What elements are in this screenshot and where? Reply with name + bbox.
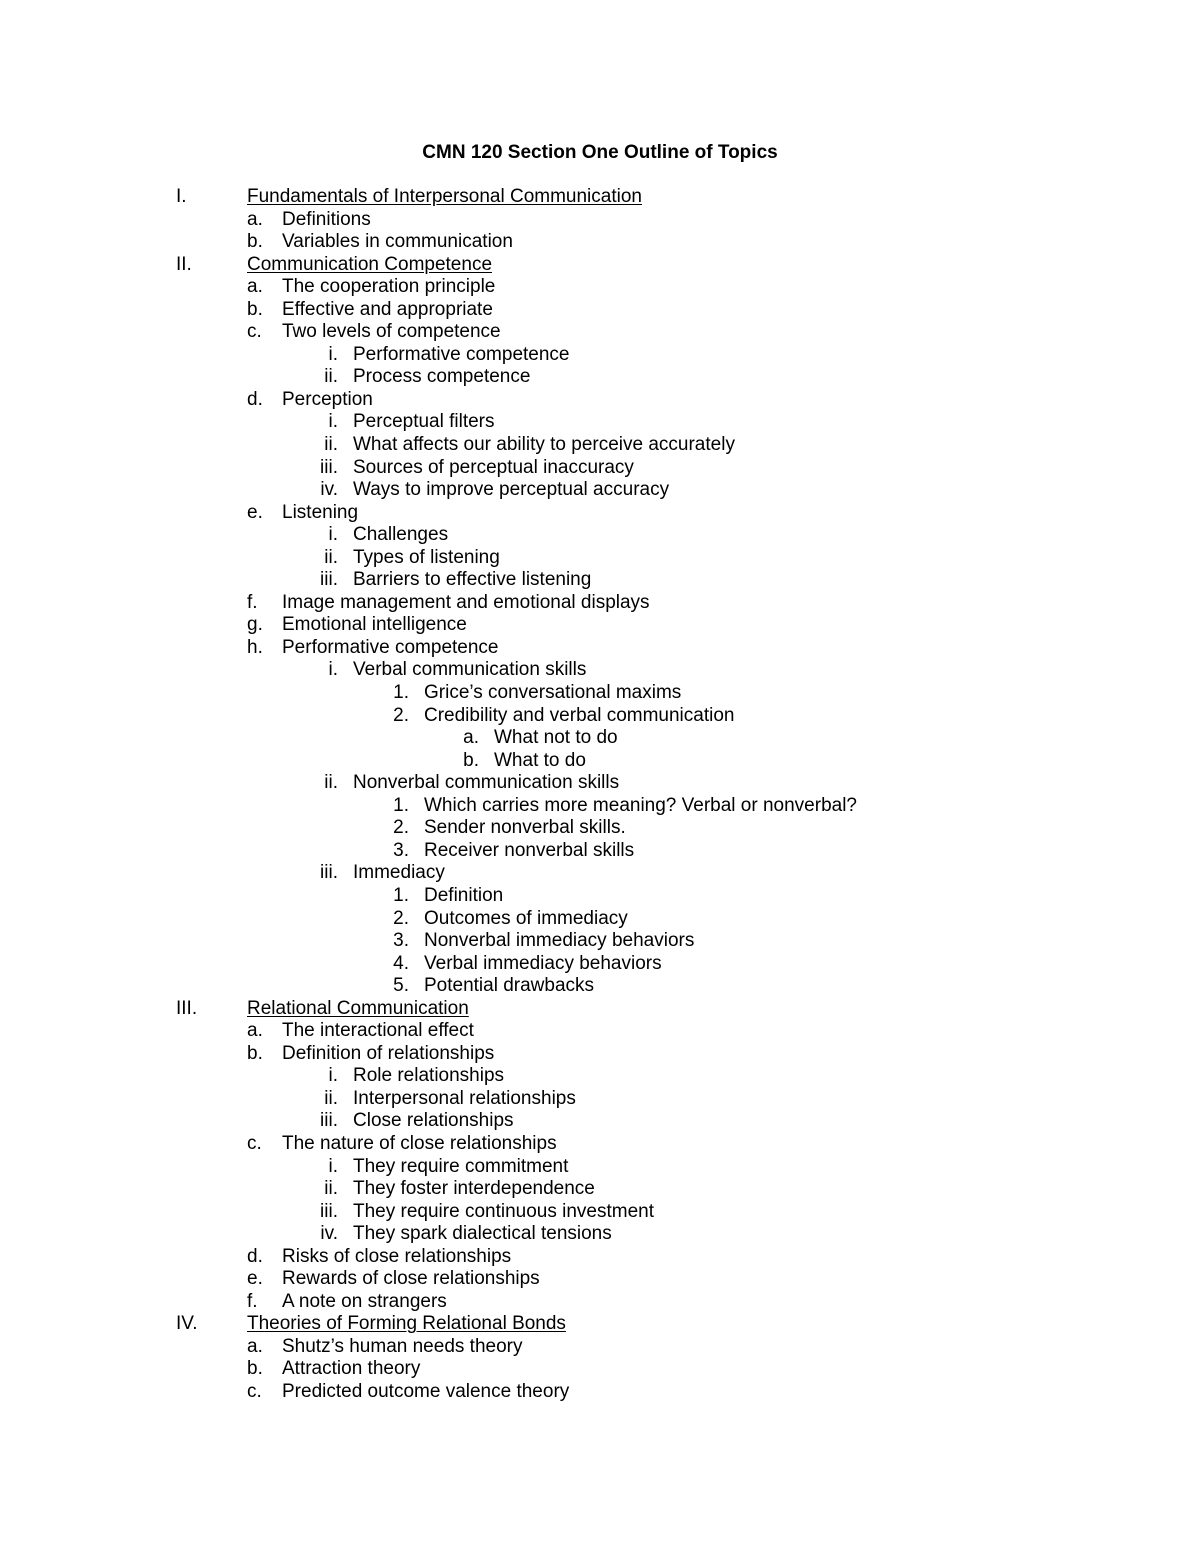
section-heading-text: Communication Competence <box>247 253 493 275</box>
outline-marker: i. <box>328 343 338 365</box>
outline-item-text: What not to do <box>494 727 618 749</box>
outline-marker: d. <box>247 388 263 410</box>
outline-marker: b. <box>247 298 263 320</box>
outline-item <box>0 434 1200 457</box>
outline-item <box>0 1246 1200 1269</box>
outline-item-text: Image management and emotional displays <box>282 591 650 613</box>
outline-marker: ii. <box>324 772 338 794</box>
outline-marker: ii. <box>324 1087 338 1109</box>
outline-marker: e. <box>247 1268 263 1290</box>
outline-item-text: Nonverbal immediacy behaviors <box>424 930 695 952</box>
outline-section-heading <box>0 1313 1200 1336</box>
outline-item <box>0 1178 1200 1201</box>
outline-marker: i. <box>328 1065 338 1087</box>
outline-item <box>0 1223 1200 1246</box>
outline-marker: 2. <box>393 817 409 839</box>
outline-item-text: They spark dialectical tensions <box>353 1223 612 1245</box>
outline-item <box>0 1156 1200 1179</box>
outline-item-text: The interactional effect <box>282 1020 474 1042</box>
outline-item <box>0 1088 1200 1111</box>
outline-marker: ii. <box>324 546 338 568</box>
outline-item-text: Attraction theory <box>282 1358 421 1380</box>
outline-item <box>0 276 1200 299</box>
outline-marker: III. <box>176 997 198 1019</box>
outline-marker: c. <box>247 321 262 343</box>
outline-item <box>0 569 1200 592</box>
outline-item-text: Types of listening <box>353 546 500 568</box>
outline-marker: d. <box>247 1245 263 1267</box>
outline-marker: b. <box>247 1358 263 1380</box>
outline-marker: h. <box>247 636 263 658</box>
outline-item-text: Emotional intelligence <box>282 614 467 636</box>
outline-marker: b. <box>247 231 263 253</box>
outline-marker: a. <box>247 1335 263 1357</box>
outline-item <box>0 637 1200 660</box>
outline-item-text: Definitions <box>282 208 371 230</box>
outline-item-text: Verbal communication skills <box>353 659 587 681</box>
outline-item <box>0 705 1200 728</box>
outline-item <box>0 840 1200 863</box>
outline-item <box>0 1268 1200 1291</box>
outline-item <box>0 1065 1200 1088</box>
page-title: CMN 120 Section One Outline of Topics <box>422 142 778 163</box>
outline-marker: a. <box>247 208 263 230</box>
outline-item-text: Listening <box>282 501 359 523</box>
outline-item-text: Grice’s conversational maxims <box>424 682 682 704</box>
outline-item-text: The nature of close relationships <box>282 1132 557 1154</box>
outline-item <box>0 727 1200 750</box>
outline-item-text: What to do <box>494 749 586 771</box>
outline-marker: 1. <box>393 794 409 816</box>
outline-item <box>0 659 1200 682</box>
outline-item <box>0 344 1200 367</box>
outline-item-text: Sender nonverbal skills. <box>424 817 626 839</box>
outline-item <box>0 231 1200 254</box>
outline-marker: c. <box>247 1380 262 1402</box>
outline-item <box>0 209 1200 232</box>
outline-item <box>0 299 1200 322</box>
outline-marker: II. <box>176 253 192 275</box>
outline-item <box>0 502 1200 525</box>
outline-item-text: Role relationships <box>353 1065 505 1087</box>
outline-item-text: Immediacy <box>353 862 445 884</box>
outline-marker: 2. <box>393 704 409 726</box>
outline-item <box>0 389 1200 412</box>
outline-item <box>0 953 1200 976</box>
outline-marker: iv. <box>320 1223 338 1245</box>
outline-item-text: Credibility and verbal communication <box>424 704 735 726</box>
outline-item-text: Shutz’s human needs theory <box>282 1335 523 1357</box>
outline-marker: iv. <box>320 479 338 501</box>
outline-item-text: Ways to improve perceptual accuracy <box>353 479 670 501</box>
outline-item <box>0 682 1200 705</box>
outline-item <box>0 1381 1200 1404</box>
outline-item <box>0 930 1200 953</box>
outline-item-text: Variables in communication <box>282 231 513 253</box>
outline-marker: a. <box>463 727 479 749</box>
outline-item <box>0 1336 1200 1359</box>
outline-marker: 4. <box>393 952 409 974</box>
outline-item-text: Process competence <box>353 366 531 388</box>
outline-item <box>0 457 1200 480</box>
topic-outline <box>0 186 1200 1404</box>
outline-item-text: Outcomes of immediacy <box>424 907 628 929</box>
outline-item <box>0 795 1200 818</box>
outline-item <box>0 366 1200 389</box>
outline-item-text: Verbal immediacy behaviors <box>424 952 662 974</box>
outline-marker: b. <box>463 749 479 771</box>
outline-item-text: Nonverbal communication skills <box>353 772 620 794</box>
outline-marker: g. <box>247 614 263 636</box>
outline-marker: iii. <box>320 456 338 478</box>
outline-item-text: What affects our ability to perceive accurately <box>353 434 735 456</box>
outline-item-text: Sources of perceptual inaccuracy <box>353 456 634 478</box>
outline-marker: i. <box>328 1155 338 1177</box>
outline-item <box>0 524 1200 547</box>
outline-item-text: They require commitment <box>353 1155 569 1177</box>
outline-marker: 1. <box>393 682 409 704</box>
outline-item-text: Performative competence <box>282 636 499 658</box>
outline-marker: i. <box>328 411 338 433</box>
outline-item <box>0 1358 1200 1381</box>
outline-item-text: Rewards of close relationships <box>282 1268 540 1290</box>
section-heading-text: Relational Communication <box>247 997 469 1019</box>
outline-marker: 3. <box>393 930 409 952</box>
outline-marker: I. <box>176 186 187 207</box>
outline-item <box>0 1043 1200 1066</box>
outline-marker: 3. <box>393 839 409 861</box>
outline-item <box>0 592 1200 615</box>
outline-item <box>0 1133 1200 1156</box>
outline-marker: 2. <box>393 907 409 929</box>
outline-item <box>0 975 1200 998</box>
outline-item-text: Effective and appropriate <box>282 298 493 320</box>
outline-item-text: Performative competence <box>353 343 570 365</box>
outline-section-heading <box>0 998 1200 1021</box>
outline-item <box>0 908 1200 931</box>
outline-marker: ii. <box>324 434 338 456</box>
outline-item <box>0 1110 1200 1133</box>
outline-marker: ii. <box>324 366 338 388</box>
outline-item <box>0 411 1200 434</box>
outline-marker: f. <box>247 1290 258 1312</box>
outline-marker: i. <box>328 659 338 681</box>
outline-item-text: They require continuous investment <box>353 1200 654 1222</box>
outline-section-heading <box>0 186 1200 209</box>
outline-marker: iii. <box>320 569 338 591</box>
outline-item-text: Interpersonal relationships <box>353 1087 576 1109</box>
outline-item <box>0 862 1200 885</box>
outline-item <box>0 1291 1200 1314</box>
outline-marker: a. <box>247 276 263 298</box>
outline-marker: b. <box>247 1042 263 1064</box>
outline-marker: e. <box>247 501 263 523</box>
outline-item <box>0 479 1200 502</box>
section-heading-text: Fundamentals of Interpersonal Communication <box>247 186 642 207</box>
outline-marker: IV. <box>176 1313 198 1335</box>
outline-section-heading <box>0 254 1200 277</box>
section-heading-text: Theories of Forming Relational Bonds <box>247 1313 566 1335</box>
outline-item-text: Predicted outcome valence theory <box>282 1380 570 1402</box>
outline-item <box>0 1201 1200 1224</box>
outline-item <box>0 547 1200 570</box>
outline-marker: 1. <box>393 884 409 906</box>
outline-item-text: The cooperation principle <box>282 276 496 298</box>
outline-item-text: Barriers to effective listening <box>353 569 592 591</box>
outline-item <box>0 614 1200 637</box>
outline-item <box>0 817 1200 840</box>
outline-item-text: Definition <box>424 884 504 906</box>
outline-item <box>0 772 1200 795</box>
outline-item-text: Close relationships <box>353 1110 514 1132</box>
outline-item-text: Challenges <box>353 524 449 546</box>
outline-item-text: Definition of relationships <box>282 1042 495 1064</box>
outline-item-text: Risks of close relationships <box>282 1245 512 1267</box>
outline-item <box>0 321 1200 344</box>
outline-marker: i. <box>328 524 338 546</box>
outline-item <box>0 750 1200 773</box>
outline-marker: 5. <box>393 975 409 997</box>
outline-marker: a. <box>247 1020 263 1042</box>
outline-item <box>0 1020 1200 1043</box>
outline-item-text: Which carries more meaning? Verbal or nonverbal? <box>424 794 857 816</box>
outline-item-text: Potential drawbacks <box>424 975 595 997</box>
outline-marker: iii. <box>320 1110 338 1132</box>
outline-marker: iii. <box>320 862 338 884</box>
outline-marker: ii. <box>324 1178 338 1200</box>
outline-item-text: A note on strangers <box>282 1290 447 1312</box>
outline-item-text: Perception <box>282 388 373 410</box>
outline-marker: iii. <box>320 1200 338 1222</box>
outline-item <box>0 885 1200 908</box>
outline-marker: f. <box>247 591 258 613</box>
outline-item-text: Perceptual filters <box>353 411 495 433</box>
outline-item-text: Receiver nonverbal skills <box>424 839 635 861</box>
outline-item-text: Two levels of competence <box>282 321 501 343</box>
outline-item-text: They foster interdependence <box>353 1178 595 1200</box>
outline-marker: c. <box>247 1132 262 1154</box>
